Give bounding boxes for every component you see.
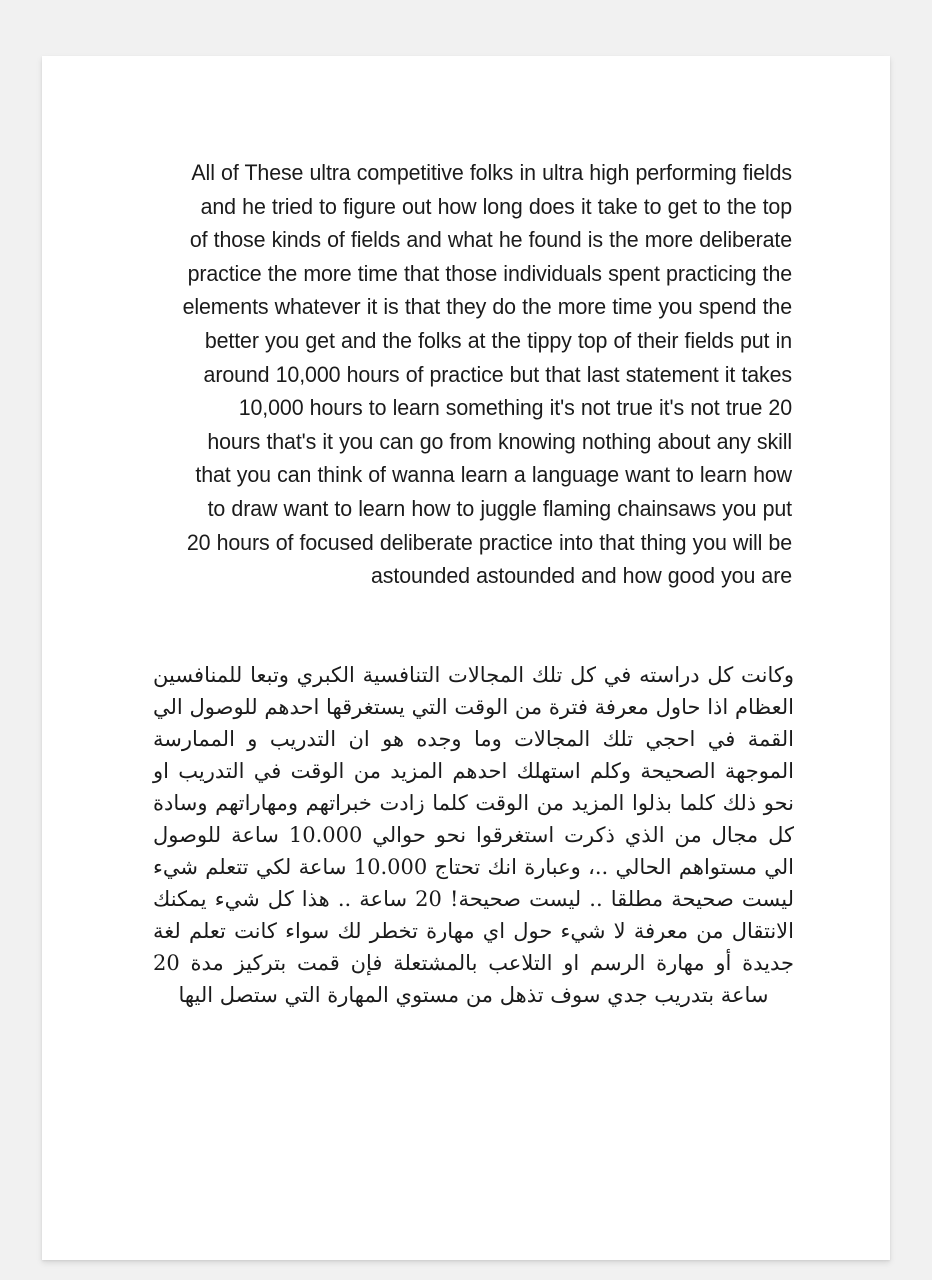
paragraph-spacer <box>153 593 792 659</box>
document-page <box>42 56 890 1260</box>
arabic-translation-paragraph: وكانت كل دراسته في كل تلك المجالات التنافسية الكبري وتبعا للمنافسين العظام اذا حاول معرفة فترة من الوقت التي يستغرقها احدهم للوصول الي القمة في احجي تلك المجالات وما وجده هو ان التدريب و الممارسة الموجهة الصحيحة وكلم استهلك احدهم المزيد من الوقت في التدريب او نحو ذلك كلما بذلوا المزيد من الوقت كلما زادت خبراتهم ومهاراتهم وسادة كل مجال من الذي ذكرت استغرقوا نحو حوالي 10.000 ساعة للوصول الي مستواهم الحالي ..، وعبارة انك تحتاج 10.000 ساعة لكي تتعلم شيء ليست صحيحة مطلقا .. ليست صحيحة! 20 ساعة .. هذا كل شيء يمكنك الانتقال من معرفة لا شيء حول اي مهارة تخطر لك سواء كانت تعلم لغة جديدة أو مهارة الرسم او التلاعب بالمشتعلة فإن قمت بتركيز مدة 20 ساعة بتدريب جدي سوف تذهل من مستوي المهارة التي ستصل اليها <box>153 662 794 1007</box>
english-transcript-paragraph: All of These ultra competitive folks in ultra high performing fields and he tried to figure out how long does it take to get to the top of those kinds of fields and what he found is the more deliberate practice the more time that those individuals spent practicing the elements whatever it is that they do the more time you spend the better you get and the folks at the tippy top of their fields put in around 10,000 hours of practice but that last statement it takes 10,000 hours to learn something it's not true it's not true 20 hours that's it you can go from knowing nothing about any skill that you can think of wanna learn a language want to learn how to draw want to learn how to juggle flaming chainsaws you put 20 hours of focused deliberate practice into that thing you will be astounded astounded and how good you are <box>182 160 793 589</box>
document-content <box>153 156 792 1011</box>
